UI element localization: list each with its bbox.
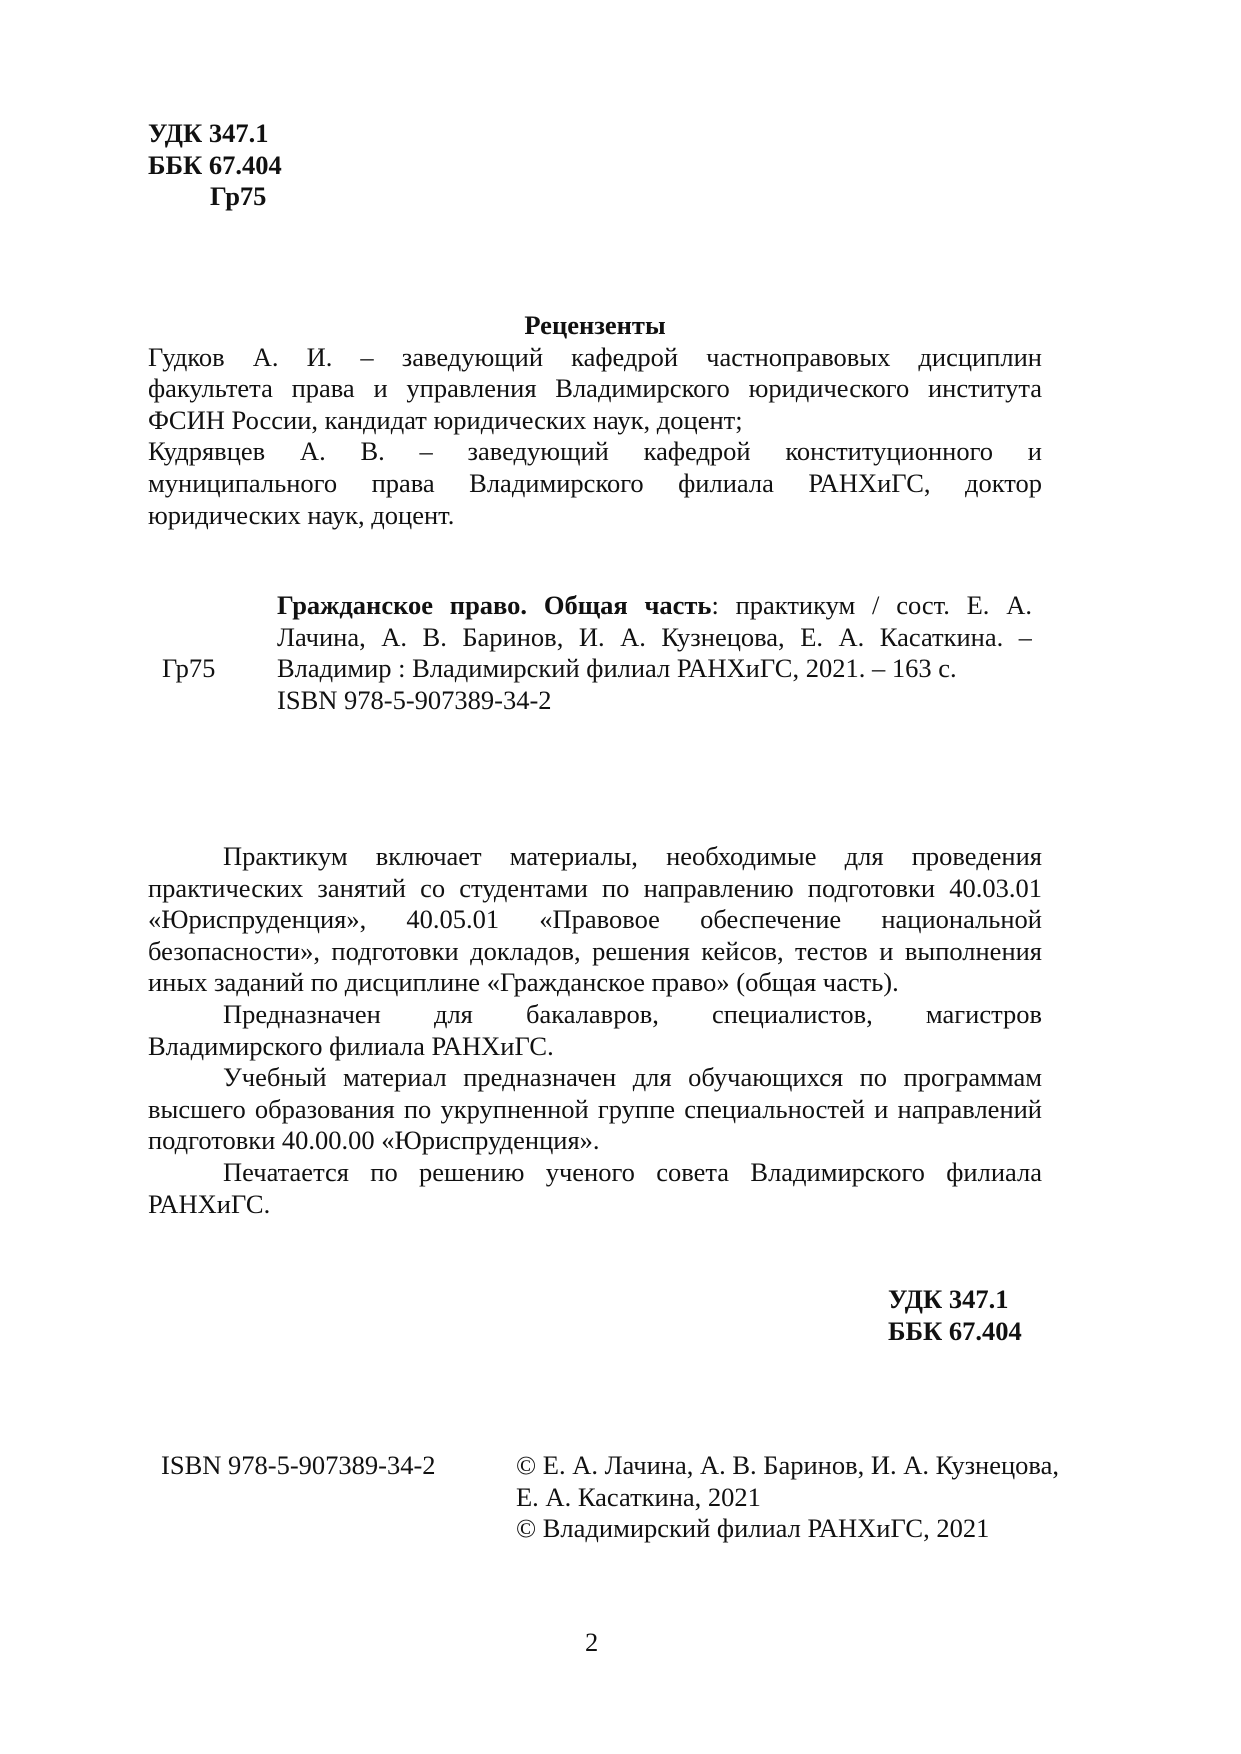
page-number: 2 xyxy=(585,1627,599,1657)
bib-line xyxy=(277,590,1032,622)
annotation-line: Предназначен для бакалавров, специалистов, магистров xyxy=(223,998,1042,1029)
annotation-line: подготовки 40.00.00 «Юриспруденция». xyxy=(148,1125,600,1156)
bibliographic-record xyxy=(277,590,1032,716)
bib-line: Владимир : Владимирский филиал РАНХиГС, 2021. – 163 с. xyxy=(277,653,957,684)
footer-codes xyxy=(888,1284,1022,1347)
isbn: ISBN 978-5-907389-34-2 xyxy=(161,1450,436,1480)
reviewer-line: Гудков А. И. – заведующий кафедрой частноправовых дисциплин xyxy=(148,341,1042,372)
reviewer-line: Кудрявцев А. В. – заведующий кафедрой конституционного и xyxy=(148,436,1042,467)
annotation-line: иных заданий по дисциплине «Гражданское право» (общая часть). xyxy=(148,967,899,998)
bib-line: Лачина, А. В. Баринов, И. А. Кузнецова, Е. А. Касаткина. – xyxy=(277,621,1032,652)
annotation-line: Учебный материал предназначен для обучающихся по программам xyxy=(223,1062,1042,1093)
reviewers-title: Рецензенты xyxy=(524,310,666,340)
copyright-block xyxy=(516,1450,1059,1545)
bib-isbn: ISBN 978-5-907389-34-2 xyxy=(277,684,552,715)
annotation-line: безопасности», подготовки докладов, решения кейсов, тестов и выполнения xyxy=(148,935,1042,966)
annotation-line: высшего образования по укрупненной группе специальностей и направлений xyxy=(148,1093,1042,1124)
annotation-line: Владимирского филиала РАНХиГС. xyxy=(148,1030,554,1061)
reviewer-line: муниципального права Владимирского филиала РАНХиГС, доктор xyxy=(148,467,1042,498)
bib-line1-rest: : практикум / сост. Е. А. xyxy=(711,590,1032,620)
udk-code: УДК 347.1 xyxy=(148,118,269,148)
reviewer-line: юридических наук, доцент. xyxy=(148,499,455,530)
annotation-line: Печатается по решению ученого совета Владимирского филиала xyxy=(223,1156,1042,1187)
author-mark: Гр75 xyxy=(210,181,267,212)
annotation-line: практических занятий со студентами по направлению подготовки 40.03.01 xyxy=(148,872,1042,903)
reviewer-line: ФСИН России, кандидат юридических наук, доцент; xyxy=(148,404,743,435)
bib-author-mark: Гр75 xyxy=(162,653,216,683)
book-title: Гражданское право. Общая часть xyxy=(277,590,712,620)
copyright-line: © Владимирский филиал РАНХиГС, 2021 xyxy=(516,1513,990,1544)
copyright-line: © Е. А. Лачина, А. В. Баринов, И. А. Кузнецова, xyxy=(516,1450,1059,1480)
annotation-line: «Юриспруденция», 40.05.01 «Правовое обеспечение национальной xyxy=(148,904,1042,935)
annotation xyxy=(148,841,1042,1220)
footer-bbk: ББК 67.404 xyxy=(888,1315,1022,1346)
annotation-line: Практикум включает материалы, необходимые для проведения xyxy=(223,841,1042,871)
reviewer-line: факультета права и управления Владимирского юридического института xyxy=(148,373,1042,404)
footer-udk: УДК 347.1 xyxy=(888,1284,1009,1314)
annotation-line: РАНХиГС. xyxy=(148,1188,271,1219)
bbk-code: ББК 67.404 xyxy=(148,149,282,180)
copyright-line: Е. А. Касаткина, 2021 xyxy=(516,1481,761,1512)
reviewers-section xyxy=(148,310,1042,531)
classification-codes xyxy=(148,118,282,213)
